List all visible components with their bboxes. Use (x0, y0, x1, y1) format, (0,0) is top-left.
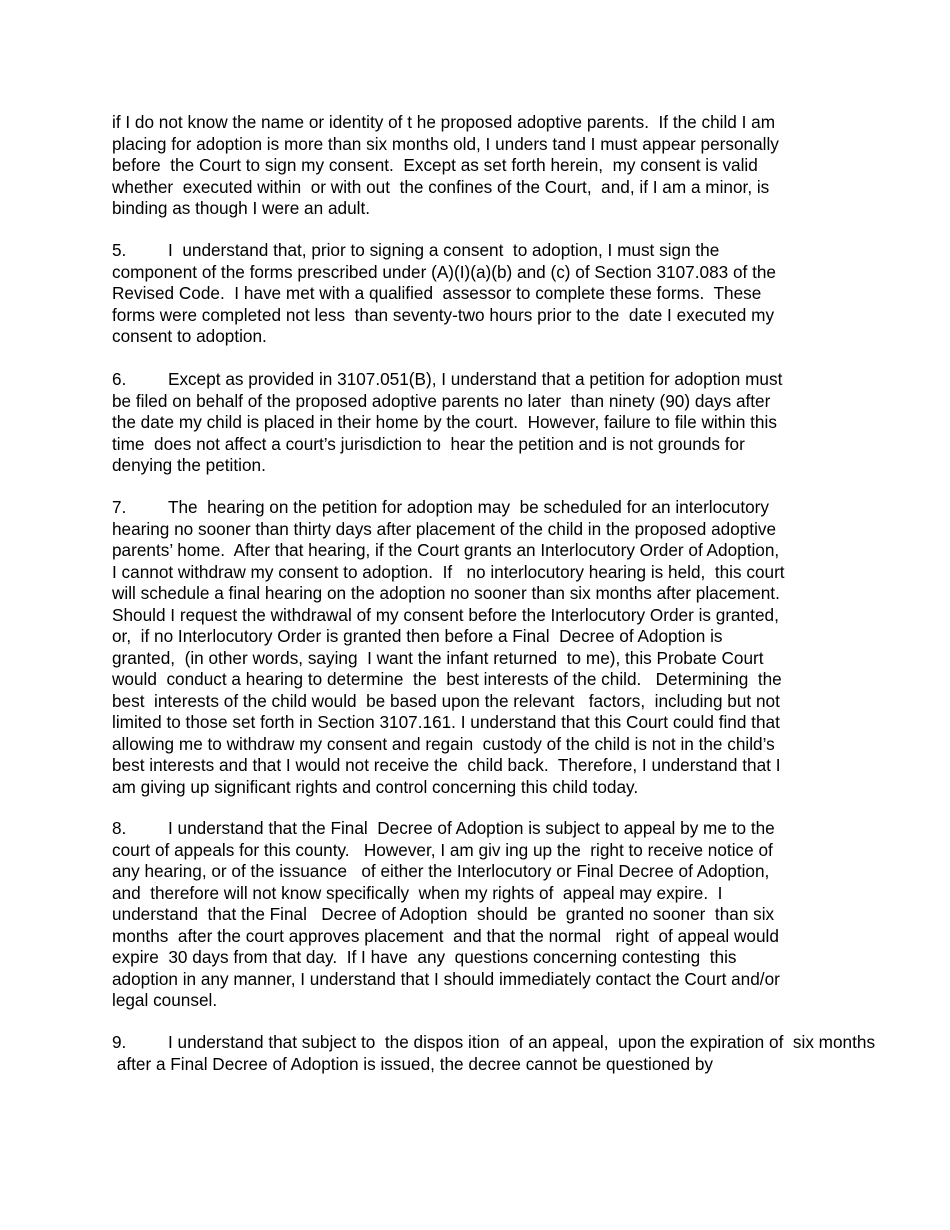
text-line: and therefore will not know specifically when my rights of appeal may expire. I (112, 882, 723, 903)
paragraph-9 (112, 1032, 942, 1075)
text-line: hearing no sooner than thirty days after placement of the child in the proposed adoptive (112, 518, 777, 539)
text-line: the date my child is placed in their home by the court. However, failure to file within this (112, 412, 777, 432)
text-line: Except as provided in 3107.051(B), I understand that a petition for adoption must (168, 369, 783, 389)
text-line: allowing me to withdraw my consent and regain custody of the child is not in the child’s (112, 733, 775, 754)
text-line: granted, (in other words, saying I want the infant returned to me), this Probate Court (112, 647, 764, 668)
paragraph-8 (112, 818, 942, 1012)
text-line: be filed on behalf of the proposed adoptive parents no later than ninety (90) days after (112, 390, 771, 411)
text-line: any hearing, or of the issuance of either the Interlocutory or Final Decree of Adoption, (112, 861, 770, 881)
text-line: parents’ home. After that hearing, if the Court grants an Interlocutory Order of Adoption, (112, 540, 780, 560)
text-line: adoption in any manner, I understand that I should immediately contact the Court and/or (112, 968, 780, 989)
paragraph-number: 6. (112, 369, 127, 389)
text-line: component of the forms prescribed under (A)(I)(a)(b) and (c) of Section 3107.083 of the (112, 261, 776, 282)
paragraph-number: 7. (112, 497, 127, 517)
text-line: whether executed within or with out the confines of the Court, and, if I am a minor, is (112, 176, 770, 197)
text-line: legal counsel. (112, 990, 218, 1010)
text-line: am giving up significant rights and control concerning this child today. (112, 776, 639, 797)
text-line: consent to adoption. (112, 326, 267, 346)
text-line: would conduct a hearing to determine the best interests of the child. Determining the (112, 669, 782, 689)
paragraph-number: 5. (112, 240, 127, 260)
text-line: placing for adoption is more than six months old, I unders tand I must appear personally (112, 133, 779, 154)
text-line: court of appeals for this county. However, I am giv ing up the right to receive notice of (112, 839, 773, 860)
text-line: I understand that, prior to signing a consent to adoption, I must sign the (168, 240, 720, 260)
paragraph-7 (112, 497, 942, 798)
text-line: best interests of the child would be based upon the relevant factors, including but not (112, 690, 780, 711)
text-line: limited to those set forth in Section 3107.161. I understand that this Court could find that (112, 712, 780, 732)
paragraph-6 (112, 369, 942, 477)
text-line: if I do not know the name or identity of t he proposed adoptive parents. If the child I am (112, 112, 776, 132)
paragraph-number: 9. (112, 1032, 127, 1052)
paragraph-number: 8. (112, 818, 127, 838)
text-line: before the Court to sign my consent. Except as set forth herein, my consent is valid (112, 155, 758, 175)
text-line: denying the petition. (112, 455, 266, 475)
text-line: I cannot withdraw my consent to adoption. If no interlocutory hearing is held, this court (112, 561, 785, 582)
text-line: expire 30 days from that day. If I have any questions concerning contesting this (112, 947, 737, 967)
text-line: time does not affect a court’s jurisdiction to hear the petition and is not grounds for (112, 433, 745, 454)
paragraph-5 (112, 240, 942, 348)
text-line: binding as though I were an adult. (112, 198, 370, 218)
text-line: Revised Code. I have met with a qualified assessor to complete these forms. These (112, 283, 762, 303)
text-line: The hearing on the petition for adoption may be scheduled for an interlocutory (168, 497, 769, 517)
text-line: understand that the Final Decree of Adoption should be granted no sooner than six (112, 904, 775, 924)
paragraph-continued (112, 112, 942, 220)
text-line: Should I request the withdrawal of my consent before the Interlocutory Order is granted, (112, 604, 779, 625)
text-line: best interests and that I would not receive the child back. Therefore, I understand that I (112, 755, 781, 775)
text-line: after a Final Decree of Adoption is issued, the decree cannot be questioned by (112, 1053, 713, 1074)
text-line: I understand that the Final Decree of Adoption is subject to appeal by me to the (168, 818, 775, 838)
text-line: will schedule a final hearing on the adoption no sooner than six months after placement. (112, 583, 780, 603)
text-line: or, if no Interlocutory Order is granted then before a Final Decree of Adoption is (112, 626, 723, 646)
text-line: months after the court approves placement and that the normal right of appeal would (112, 925, 779, 946)
text-line: forms were completed not less than seventy-two hours prior to the date I executed my (112, 304, 775, 325)
text-line: I understand that subject to the dispos ition of an appeal, upon the expiration of six months (168, 1032, 876, 1052)
